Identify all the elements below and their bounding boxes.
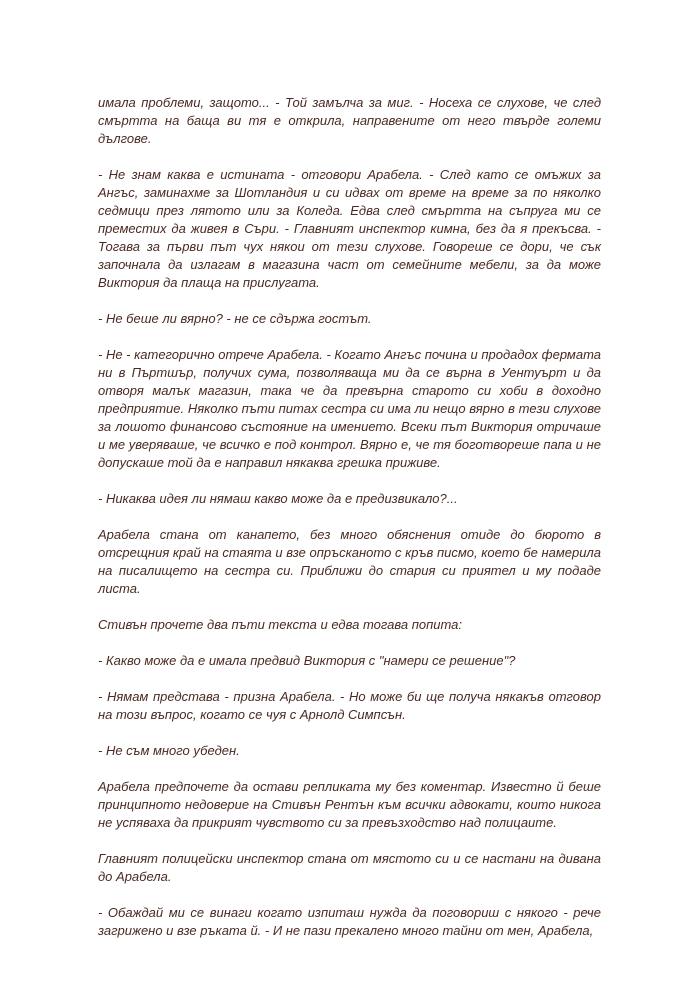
paragraph-10: - Не съм много убеден.	[98, 743, 240, 758]
paragraph-6: Арабела стана от канапето, без много обяснения отиде до бюрото в отсрещния край на стаята и взе опръсканото с кръв писмо, което бе намерила на писалището на сестра си. Приближи до стария си приятел и му подаде листа.	[98, 527, 601, 596]
paragraph-3: - Не беше ли вярно? - не се сдържа гостът.	[98, 311, 372, 326]
paragraph-4: - Не - категорично отрече Арабела. - Когато Ангъс почина и продадох фермата ни в Пъртшър, получих сума, позволяваща ми да се върна в Уентуърт и да отворя малък магазин, така че да превърна старото си хоби в доходно предприятие. Няколко пъти питах сестра си има ли нещо вярно в тези слухове за лошото финансово състояние на имението. Всеки път Виктория отричаше и ме уверяваше, че всичко е под контрол. Вярно е, че тя боготвореше папа и не допускаше той да е направил някаква грешка приживе.	[98, 347, 601, 470]
paragraph-7: Стивън прочете два пъти текста и едва тогава попита:	[98, 617, 462, 632]
body-text	[98, 94, 601, 940]
paragraph-11: Арабела предпочете да остави репликата му без коментар. Известно й беше принципното недоверие на Стивън Рентън към всички адвокати, които никога не успяваха да прикрият чувството си за превъзходство над полицаите.	[98, 779, 601, 830]
paragraph-9: - Нямам представа - призна Арабела. - Но може би ще получа някакъв отговор на този въпрос, когато се чуя с Арнолд Симпсън.	[98, 689, 601, 722]
paragraph-8: - Какво може да е имала предвид Виктория с "намери се решение"?	[98, 653, 516, 668]
paragraph-2: - Не знам каква е истината - отговори Арабела. - След като се омъжих за Ангъс, заминахме за Шотландия и си идвах от време на време за по няколко седмици през лятото или за Коледа. Едва след смъртта на съпруга ми се преместих да живея в Съри. - Главният инспектор кимна, без да я прекъсва. - Тогава за първи път чух някои от тези слухове. Говореше се дори, че сък започнала да излагам в магазина част от семейните мебели, за да може Виктория да плаща на прислугата.	[98, 167, 601, 290]
paragraph-5: - Никаква идея ли нямаш какво може да е предизвикало?...	[98, 491, 458, 506]
paragraph-1: имала проблеми, защото... - Той замълча за миг. - Носеха се слухове, че след смъртта на баща ви тя е открила, направените от него твърде големи дългове.	[98, 95, 601, 146]
paragraph-13: - Обаждай ми се винаги когато изпиташ нужда да поговориш с някого - рече загрижено и взе ръката й. - И не пази прекалено много тайни от мен, Арабела,	[98, 905, 601, 938]
paragraph-12: Главният полицейски инспектор стана от мястото си и се настани на дивана до Арабела.	[98, 851, 601, 884]
